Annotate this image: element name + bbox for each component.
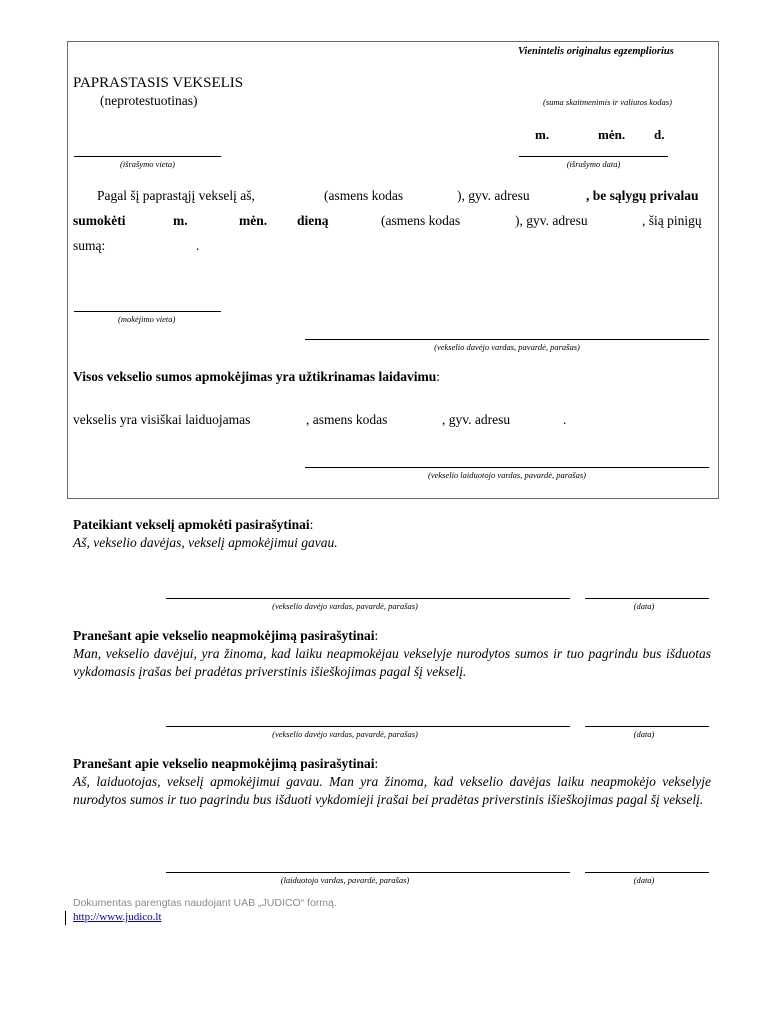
promise-text: ), gyv. adresu: [457, 188, 530, 203]
promise-text-bold: , be sąlygų privalau: [586, 188, 699, 203]
section-heading-row: [73, 517, 313, 533]
original-copy-note: Vienintelis originalus egzempliorius: [518, 46, 674, 57]
promise-text: (asmens kodas: [381, 213, 461, 228]
section-heading-colon: :: [309, 517, 314, 532]
text-cursor: [65, 911, 66, 925]
promissory-note-frame: [67, 41, 719, 499]
guarantee-heading-colon: :: [436, 369, 441, 384]
section-text: Man, vekselio davėjui, yra žinoma, kad laiku neapmokėjau vekselyje nurodytos sumos ir tuo pagrindu bus išduotas vykdomasis įrašas bei pradėtas priverstinis išieškojimas pagal šį vekselį.: [73, 646, 711, 679]
payment-place-caption: (mokėjimo vieta): [118, 314, 176, 324]
promise-text: (asmens kodas: [324, 188, 404, 203]
guarantee-text: , gyv. adresu: [442, 412, 511, 427]
date-caption: (data): [633, 601, 655, 611]
section-heading: Pranešant apie vekselio neapmokėjimą pasirašytinai: [73, 628, 375, 643]
guarantee-text: , asmens kodas: [306, 412, 388, 427]
section-heading-row: [73, 756, 378, 772]
promise-text: , šią pinigų: [642, 213, 702, 228]
footer-note: Dokumentas parengtas naudojant UAB „JUDICO“ formą.: [73, 897, 337, 909]
promise-text: ), gyv. adresu: [515, 213, 588, 228]
document-title: PAPRASTASIS VEKSELIS: [73, 75, 244, 91]
date-line: [585, 598, 709, 599]
section-text: Aš, vekselio davėjas, vekselį apmokėjimui gavau.: [73, 535, 338, 550]
month-label: mėn.: [598, 127, 626, 142]
promise-text-bold: dieną: [297, 213, 329, 228]
promise-text: Pagal šį paprastąjį vekselį aš,: [97, 188, 255, 203]
issue-date-line: [519, 156, 668, 157]
drawer-signature-caption: (vekselio davėjo vardas, pavardė, parašas): [434, 342, 580, 352]
guarantor-signature-caption: (vekselio laiduotojo vardas, pavardė, parašas): [427, 470, 586, 480]
section-heading: Pranešant apie vekselio neapmokėjimą pasirašytinai: [73, 756, 375, 771]
payment-place-line: [74, 311, 221, 312]
guarantee-heading-row: [73, 369, 440, 385]
guarantor-signature-line: [305, 467, 709, 468]
date-caption: (data): [633, 875, 655, 885]
section-heading-row: [73, 628, 378, 644]
section-text: Aš, laiduotojas, vekselį apmokėjimui gavau. Man yra žinoma, kad vekselio davėjas laiku neapmokėjo vekselyje nurodytos sumos ir tuo pagrindu bus išduoti vykdomieji įrašai bei pradėtas priverstinis išieškojimas pagal šį vekselį.: [73, 774, 711, 807]
section-heading-colon: :: [374, 756, 379, 771]
judico-link[interactable]: http://www.judico.lt: [73, 911, 162, 923]
promise-text: .: [196, 238, 200, 253]
guarantee-text: vekselis yra visiškai laiduojamas: [73, 412, 251, 427]
section-heading: Pateikiant vekselį apmokėti pasirašytinai: [73, 517, 310, 532]
section-heading-colon: :: [374, 628, 379, 643]
signature-line: [166, 872, 570, 873]
date-line: [585, 726, 709, 727]
signature-line: [166, 726, 570, 727]
promise-text-bold: m.: [173, 213, 188, 228]
signature-caption: (vekselio davėjo vardas, pavardė, parašas): [272, 601, 418, 611]
signature-line: [166, 598, 570, 599]
promise-text-bold: sumokėti: [73, 213, 126, 228]
signature-caption: (laiduotojo vardas, pavardė, parašas): [280, 875, 410, 885]
year-label: m.: [535, 127, 550, 142]
issue-place-caption: (išrašymo vieta): [119, 159, 175, 169]
signature-caption: (vekselio davėjo vardas, pavardė, parašas): [272, 729, 418, 739]
date-caption: (data): [633, 729, 655, 739]
day-label: d.: [654, 127, 665, 142]
guarantee-heading: Visos vekselio sumos apmokėjimas yra užtikrinamas laidavimu: [73, 369, 437, 384]
issue-place-line: [74, 156, 221, 157]
amount-caption: (suma skaitmenimis ir valiutos kodas): [543, 97, 672, 107]
document-subtitle: (neprotestuotinas): [100, 93, 198, 108]
promise-text-bold: mėn.: [239, 213, 268, 228]
promise-text: sumą:: [73, 238, 106, 253]
guarantee-text: .: [563, 412, 567, 427]
drawer-signature-line: [305, 339, 709, 340]
date-line: [585, 872, 709, 873]
issue-date-caption: (išrašymo data): [566, 159, 621, 169]
